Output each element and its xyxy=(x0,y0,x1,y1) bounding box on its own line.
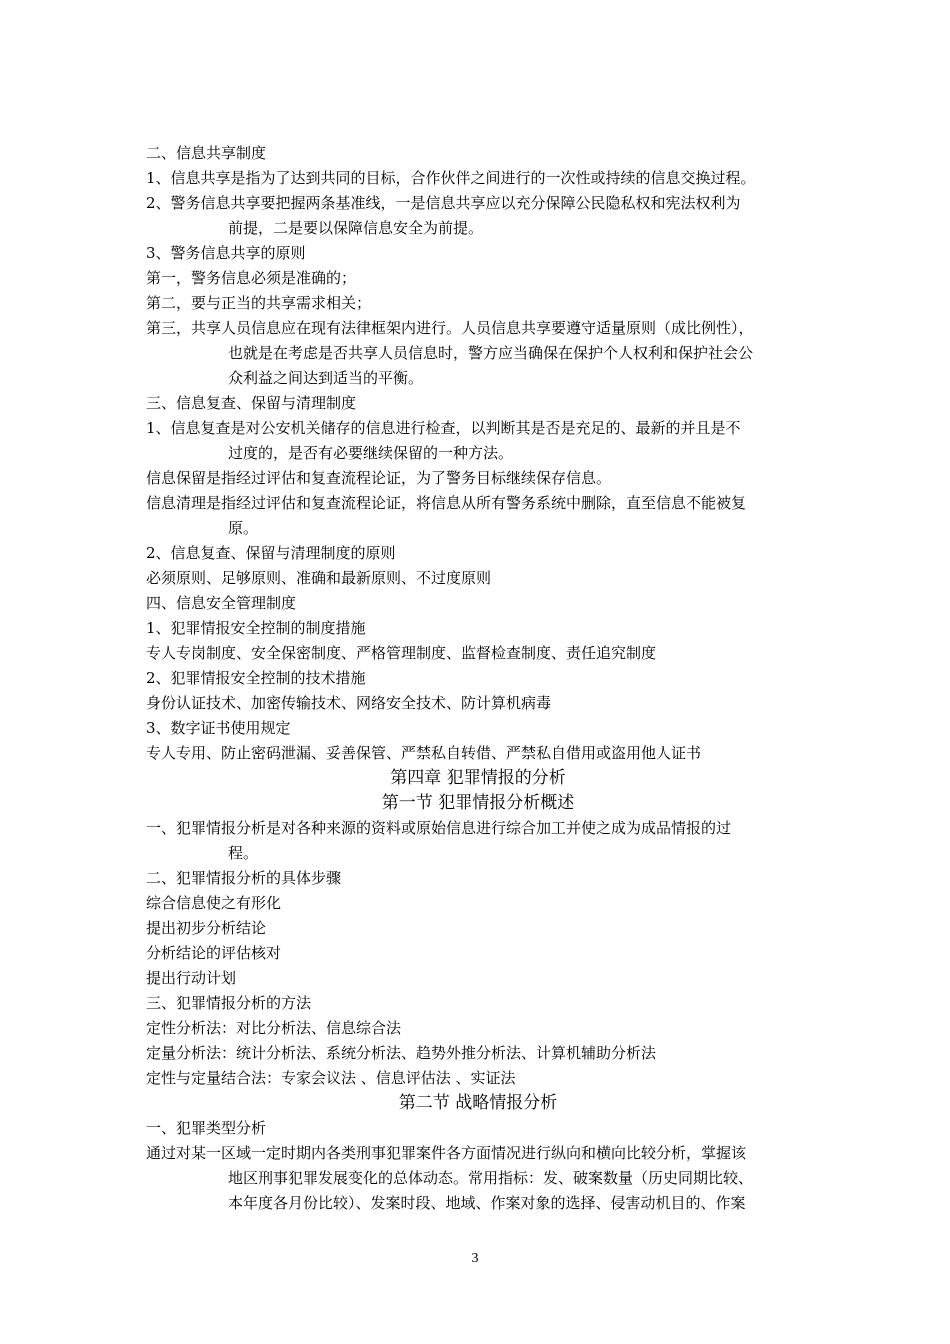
paragraph-line: 2、信息复查、保留与清理制度的原则 xyxy=(146,544,396,562)
paragraph-line: 三、犯罪情报分析的方法 xyxy=(146,994,312,1012)
list-item: 分析结论的评估核对 xyxy=(146,944,282,962)
list-item: 提出初步分析结论 xyxy=(146,919,267,937)
list-item: 综合信息使之有形化 xyxy=(146,894,282,912)
paragraph-line: 定性分析法：对比分析法、信息综合法 xyxy=(146,1019,402,1037)
paragraph-line: 2、警务信息共享要把握两条基准线，一是信息共享应以充分保障公民隐私权和宪法权利为 xyxy=(146,194,741,212)
paragraph-line: 专人专用、防止密码泄漏、妥善保管、严禁私自转借、严禁私自借用或盗用他人证书 xyxy=(146,744,702,762)
paragraph-line-continued: 前提，二是要以保障信息安全为前提。 xyxy=(228,219,484,237)
paragraph-line: 第三，共享人员信息应在现有法律框架内进行。人员信息共享要遵守适量原则（成比例性）， xyxy=(146,319,754,337)
paragraph-line: 信息清理是指经过评估和复查流程论证，将信息从所有警务系统中删除，直至信息不能被复 xyxy=(146,494,747,512)
paragraph-line: 必须原则、足够原则、准确和最新原则、不过度原则 xyxy=(146,569,492,587)
paragraph-line: 一、犯罪情报分析是对各种来源的资料或原始信息进行综合加工并使之成为成品情报的过 xyxy=(146,819,732,837)
chapter-title: 第四章 犯罪情报的分析 xyxy=(390,768,566,788)
paragraph-line: 3、警务信息共享的原则 xyxy=(146,244,306,262)
paragraph-line: 1、犯罪情报安全控制的制度措施 xyxy=(146,619,366,637)
paragraph-line-continued: 程。 xyxy=(228,844,259,862)
section-title: 第二节 战略情报分析 xyxy=(398,1093,558,1113)
paragraph-line-continued: 众利益之间达到适当的平衡。 xyxy=(228,369,424,387)
paragraph-line: 2、犯罪情报安全控制的技术措施 xyxy=(146,669,366,687)
paragraph-line: 1、信息共享是指为了达到共同的目标，合作伙伴之间进行的一次性或持续的信息交换过程。 xyxy=(146,169,756,187)
paragraph-line: 定量分析法：统计分析法、系统分析法、趋势外推分析法、计算机辅助分析法 xyxy=(146,1044,657,1062)
paragraph-line: 1、信息复查是对公安机关储存的信息进行检查，以判断其是否是充足的、最新的并且是不 xyxy=(146,419,741,437)
paragraph-line: 一、犯罪类型分析 xyxy=(146,1119,267,1137)
paragraph-line: 第一，警务信息必须是准确的； xyxy=(146,269,357,287)
paragraph-line: 定性与定量结合法：专家会议法 、信息评估法 、实证法 xyxy=(146,1069,516,1087)
paragraph-line: 身份认证技术、加密传输技术、网络安全技术、防计算机病毒 xyxy=(146,694,552,712)
heading-info-sharing: 二、信息共享制度 xyxy=(146,144,267,162)
paragraph-line: 第二，要与正当的共享需求相关； xyxy=(146,294,372,312)
paragraph-line: 信息保留是指经过评估和复查流程论证，为了警务目标继续保存信息。 xyxy=(146,469,612,487)
heading-security-management: 四、信息安全管理制度 xyxy=(146,594,297,612)
heading-review-retention: 三、信息复查、保留与清理制度 xyxy=(146,394,357,412)
paragraph-line: 二、犯罪情报分析的具体步骤 xyxy=(146,869,342,887)
paragraph-line-continued: 本年度各月份比较）、发案时段、地域、作案对象的选择、侵害动机目的、作案 xyxy=(228,1194,746,1212)
paragraph-line-continued: 也就是在考虑是否共享人员信息时，警方应当确保在保护个人权利和保护社会公 xyxy=(228,344,754,362)
paragraph-line-continued: 原。 xyxy=(228,519,259,537)
list-item: 提出行动计划 xyxy=(146,969,237,987)
paragraph-line: 专人专岗制度、安全保密制度、严格管理制度、监督检查制度、责任追究制度 xyxy=(146,644,657,662)
section-title: 第一节 犯罪情报分析概述 xyxy=(381,793,575,813)
page-number: 3 xyxy=(471,1251,479,1266)
paragraph-line: 3、数字证书使用规定 xyxy=(146,719,291,737)
paragraph-line-continued: 过度的，是否有必要继续保留的一种方法。 xyxy=(228,444,514,462)
paragraph-line: 通过对某一区域一定时期内各类刑事犯罪案件各方面情况进行纵向和横向比较分析，掌握该 xyxy=(146,1144,747,1162)
paragraph-line-continued: 地区刑事犯罪发展变化的总体动态。常用指标：发、破案数量（历史同期比较、 xyxy=(228,1169,754,1187)
document-body xyxy=(146,141,810,1216)
